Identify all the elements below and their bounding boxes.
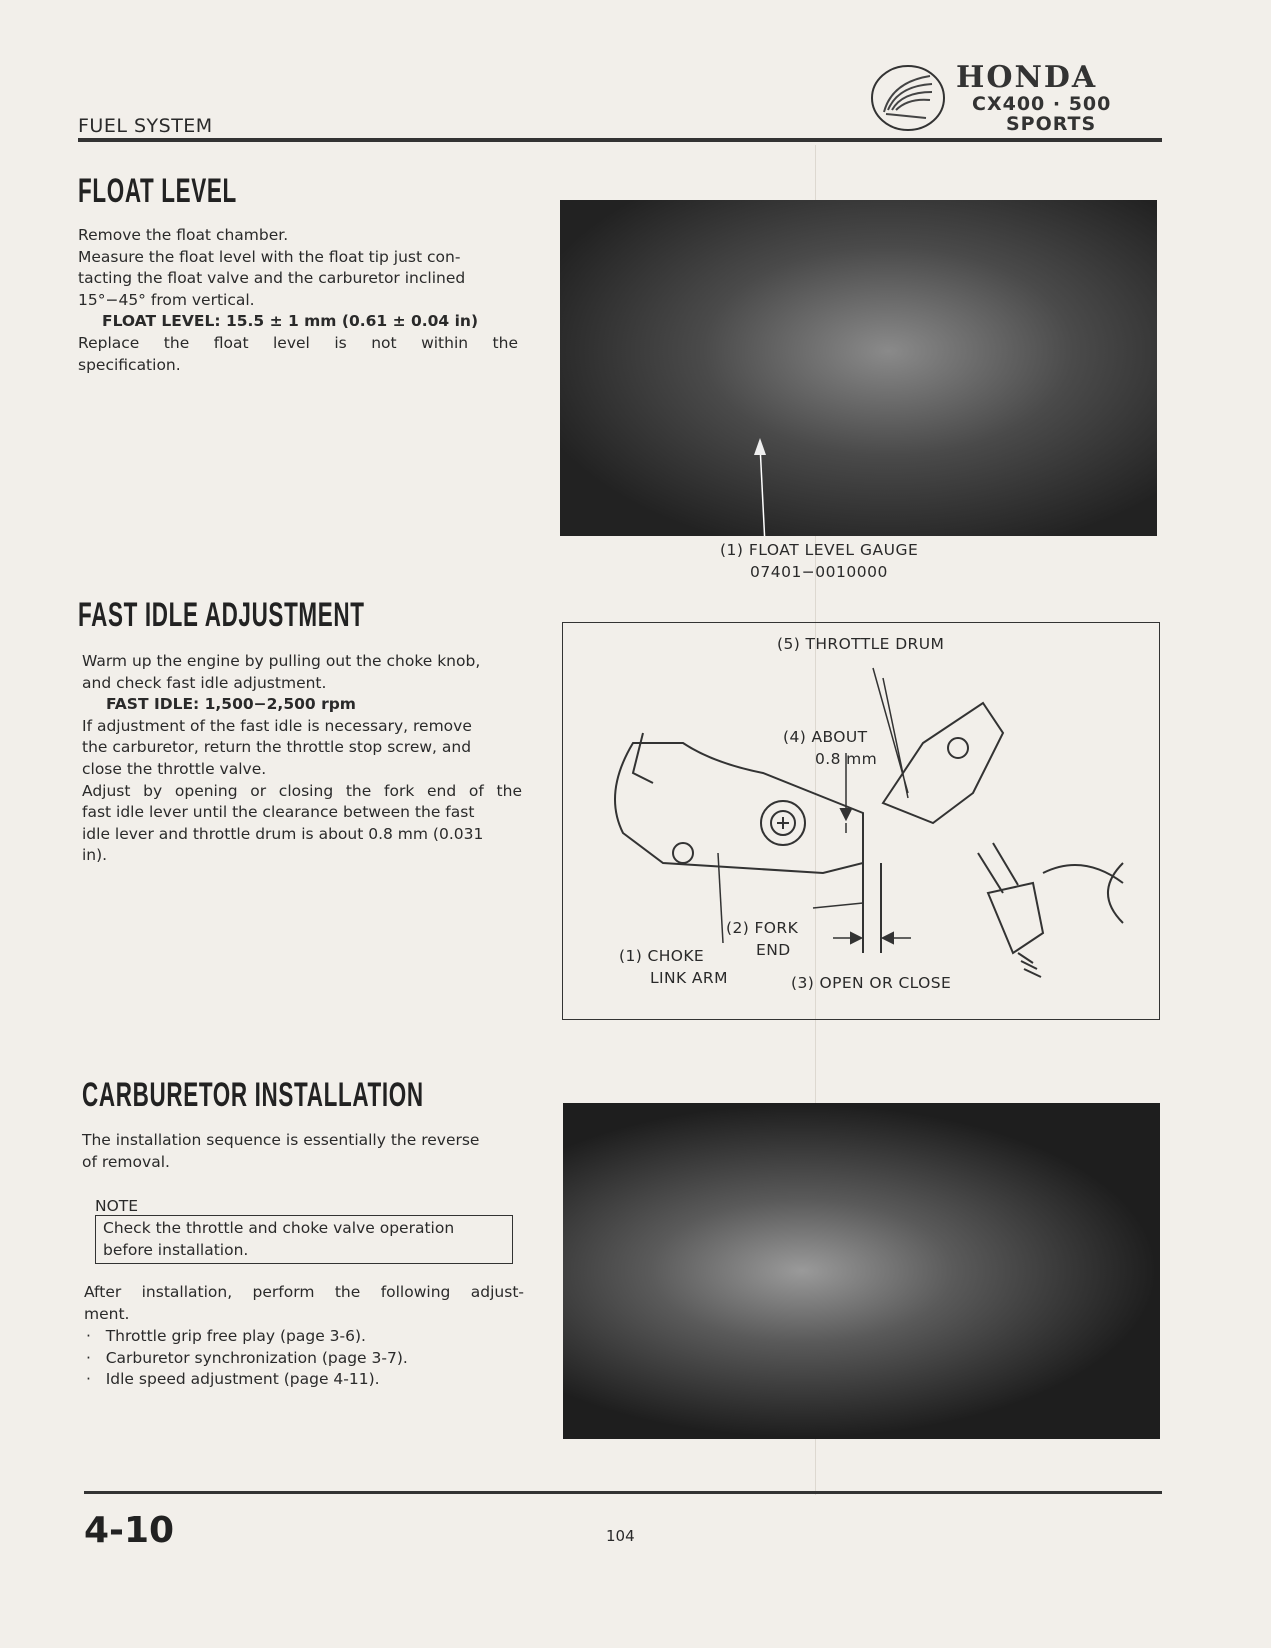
list-item: · Idle speed adjustment (page 4-11). — [86, 1370, 380, 1389]
label-clearance-value: 0.8 mm — [815, 750, 878, 768]
gauge-arrow-icon — [560, 200, 1157, 536]
list-item: · Throttle grip free play (page 3-6). — [86, 1327, 366, 1345]
honda-logo — [870, 60, 1160, 135]
label-choke: (1) CHOKE — [619, 947, 705, 965]
label-throttle-drum: (5) THROTTLE DRUM — [777, 635, 945, 653]
adjustment-list — [86, 1326, 531, 1391]
text-line: and check fast idle adjustment. — [82, 673, 327, 692]
float-level-spec: FLOAT LEVEL: 15.5 ± 1 mm (0.61 ± 0.04 in) — [102, 312, 479, 331]
model-sub: SPORTS — [1006, 113, 1097, 135]
model-name: CX400 · 500 — [972, 93, 1112, 115]
text-line: fast idle lever until the clearance between the fast — [82, 803, 475, 822]
note-label: NOTE — [95, 1197, 139, 1215]
photo-caption: (1) FLOAT LEVEL GAUGE — [720, 541, 919, 559]
text-line: close the throttle valve. — [82, 759, 267, 778]
text-line: The installation sequence is essentially the reverse — [82, 1131, 480, 1149]
brand-name: HONDA — [956, 60, 1098, 95]
photo-caption-part-number: 07401−0010000 — [750, 563, 888, 581]
text-line: in). — [82, 846, 108, 865]
text-line: Measure the float level with the float tip just con- — [78, 247, 461, 266]
page-number: 104 — [606, 1527, 635, 1545]
float-level-title: FLOAT LEVEL — [78, 172, 237, 210]
float-level-photo — [560, 200, 1157, 536]
label-fork-end: END — [756, 941, 791, 959]
fast-idle-diagram — [562, 622, 1160, 1020]
list-item-text: Carburetor synchronization (page 3-7). — [105, 1348, 408, 1367]
label-open-close: (3) OPEN OR CLOSE — [791, 974, 952, 992]
fast-idle-text — [82, 651, 527, 867]
page-section-number: 4-10 — [84, 1510, 175, 1551]
text-line: Warm up the engine by pulling out the choke knob, — [82, 652, 481, 670]
text-line: ment. — [84, 1304, 130, 1323]
text-line: specification. — [78, 355, 181, 374]
label-fork: (2) FORK — [726, 919, 799, 937]
text-line: Remove the float chamber. — [78, 226, 289, 244]
text-line: of removal. — [82, 1152, 170, 1171]
text-line: idle lever and throttle drum is about 0.8 mm (0.031 — [82, 824, 484, 843]
list-item-text: Throttle grip free play (page 3-6). — [105, 1327, 366, 1345]
header-rule — [78, 138, 1162, 142]
text-line: the carburetor, return the throttle stop screw, and — [82, 738, 472, 757]
section-header: FUEL SYSTEM — [78, 115, 213, 137]
carburetor-installed-photo — [563, 1103, 1160, 1439]
note-line: before installation. — [103, 1240, 249, 1259]
label-link-arm: LINK ARM — [650, 969, 728, 987]
footer-rule — [84, 1491, 1162, 1494]
note-box — [95, 1215, 513, 1264]
text-line: If adjustment of the fast idle is necessary, remove — [82, 716, 472, 735]
float-level-text — [78, 225, 523, 376]
text-line: After installation, perform the following adjust- — [84, 1283, 524, 1301]
fast-idle-spec: FAST IDLE: 1,500−2,500 rpm — [106, 695, 356, 714]
text-line: Replace the float level is not within the — [78, 333, 518, 352]
label-about: (4) ABOUT — [783, 728, 868, 746]
fast-idle-title: FAST IDLE ADJUSTMENT — [78, 596, 365, 634]
carb-install-text — [82, 1130, 527, 1173]
list-item-text: Idle speed adjustment (page 4-11). — [105, 1370, 380, 1389]
after-install-text — [84, 1282, 529, 1325]
note-line: Check the throttle and choke valve operation — [103, 1219, 455, 1237]
text-line: Adjust by opening or closing the fork end of the — [82, 781, 522, 800]
carb-install-title: CARBURETOR INSTALLATION — [82, 1076, 424, 1114]
list-item: · Carburetor synchronization (page 3-7). — [86, 1348, 408, 1367]
text-line: 15°−45° from vertical. — [78, 290, 255, 309]
honda-wing-icon — [870, 64, 946, 132]
text-line: tacting the float valve and the carburetor inclined — [78, 269, 466, 288]
